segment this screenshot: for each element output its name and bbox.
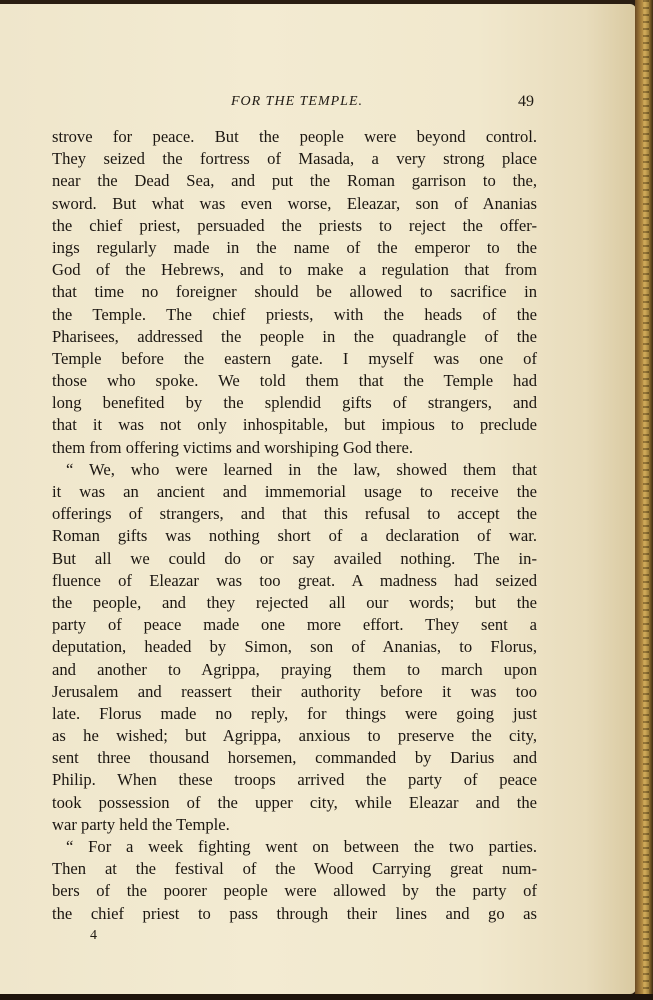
text-line: long benefited by the splendid gifts of strangers, and	[52, 393, 537, 413]
book-edge-texture	[643, 0, 649, 1000]
text-line: God of the Hebrews, and to make a regulation that from	[52, 260, 537, 280]
text-line: bers of the poorer people were allowed by the party of	[52, 881, 537, 901]
text-line: that it was not only inhospitable, but impious to preclude	[52, 415, 537, 435]
text-line: the people, and they rejected all our words; but the	[52, 592, 537, 612]
text-line: They seized the fortress of Masada, a very strong place	[52, 149, 537, 169]
body-text	[52, 126, 537, 925]
running-head: FOR THE TEMPLE.	[230, 94, 364, 109]
text-line: party of peace made one more effort. They sent a	[52, 615, 537, 635]
signature-mark: 4	[90, 928, 97, 943]
text-line: Philip. When these troops arrived the party of peace	[52, 770, 537, 790]
text-line: Temple before the eastern gate. I myself was one of	[52, 348, 537, 368]
text-line: deputation, headed by Simon, son of Ananias, to Florus,	[52, 637, 537, 657]
text-line: ings regularly made in the name of the emperor to the	[52, 237, 537, 257]
text-line: as he wished; but Agrippa, anxious to preserve the city,	[52, 726, 537, 746]
text-line: Jerusalem and reassert their authority before it was too	[52, 681, 537, 701]
book-page	[0, 4, 636, 994]
text-line: them from offering victims and worshiping God there.	[52, 437, 413, 457]
text-line: near the Dead Sea, and put the Roman garrison to the,	[52, 171, 537, 191]
text-line: sword. But what was even worse, Eleazar, son of Ananias	[52, 193, 537, 213]
text-line: the Temple. The chief priests, with the heads of the	[52, 304, 537, 324]
text-line: offerings of strangers, and that this refusal to accept the	[52, 504, 537, 524]
text-line: Roman gifts was nothing short of a declaration of war.	[52, 526, 537, 546]
text-line: But all we could do or say availed nothing. The in-	[52, 548, 537, 568]
text-line: strove for peace. But the people were beyond control.	[52, 127, 537, 146]
scan-border	[0, 994, 653, 1000]
text-line: the chief priest to pass through their lines and go as	[52, 903, 537, 923]
text-line: fluence of Eleazar was too great. A madness had seized	[52, 570, 537, 590]
text-line: war party held the Temple.	[52, 814, 230, 834]
text-line: “ We, who were learned in the law, showed them that	[66, 459, 537, 479]
text-line: Then at the festival of the Wood Carrying great num-	[52, 859, 537, 879]
text-line: those who spoke. We told them that the Temple had	[52, 371, 537, 391]
text-line: that time no foreigner should be allowed to sacrifice in	[52, 282, 537, 302]
text-line: the chief priest, persuaded the priests to reject the offer-	[52, 215, 537, 235]
text-line: it was an ancient and immemorial usage to receive the	[52, 482, 537, 501]
text-line: sent three thousand horsemen, commanded by Darius and	[52, 748, 537, 768]
text-line: and another to Agrippa, praying them to march upon	[52, 659, 537, 679]
text-line: Pharisees, addressed the people in the quadrangle of the	[52, 326, 537, 346]
text-line: “ For a week fighting went on between the two parties.	[66, 837, 537, 856]
text-line: late. Florus made no reply, for things were going just	[52, 703, 537, 723]
text-line: took possession of the upper city, while Eleazar and the	[52, 792, 537, 812]
page-number: 49	[518, 93, 534, 110]
